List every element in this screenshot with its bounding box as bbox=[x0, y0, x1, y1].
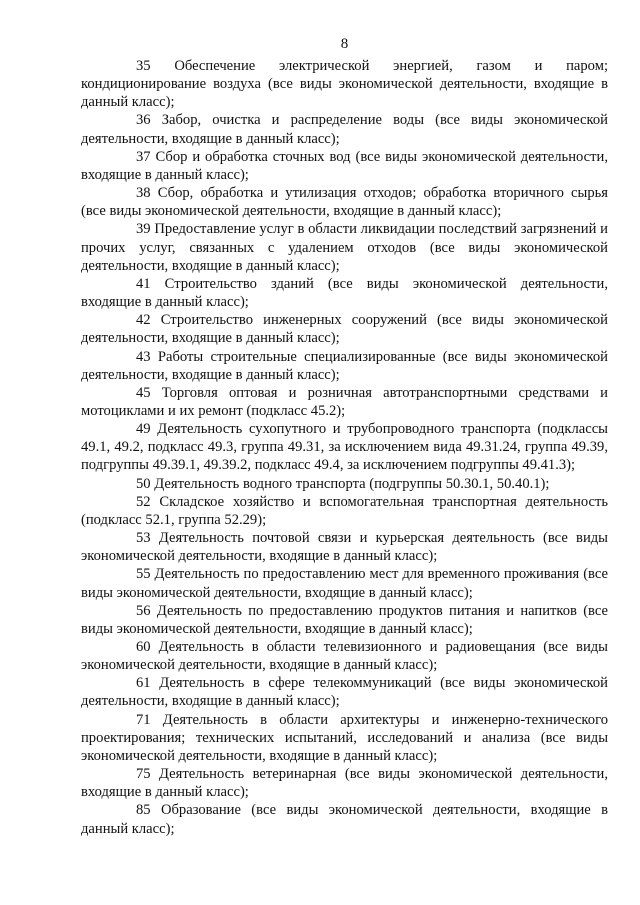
list-item: 56 Деятельность по предоставлению продуктов питания и напитков (все виды экономической деятельности, входящие в данный класс); bbox=[81, 602, 608, 637]
list-item: 42 Строительство инженерных сооружений (все виды экономической деятельности, входящие в данный класс); bbox=[81, 312, 608, 347]
list-item: 43 Работы строительные специализированные (все виды экономической деятельности, входящие в данный класс); bbox=[81, 348, 608, 383]
list-item: 39 Предоставление услуг в области ликвидации последствий загрязнений и прочих услуг, связанных с удалением отходов (все виды экономической деятельности, входящие в данный класс); bbox=[81, 221, 608, 274]
list-item: 52 Складское хозяйство и вспомогательная транспортная деятельность (подкласс 52.1, группа 52.29); bbox=[81, 493, 608, 528]
list-item: 53 Деятельность почтовой связи и курьерская деятельность (все виды экономической деятельности, входящие в данный класс); bbox=[81, 530, 608, 565]
list-item: 41 Строительство зданий (все виды экономической деятельности, входящие в данный класс); bbox=[81, 275, 608, 311]
list-item: 55 Деятельность по предоставлению мест для временного проживания (все виды экономической деятельности, входящие в данный класс); bbox=[81, 566, 608, 601]
list-item: 38 Сбор, обработка и утилизация отходов; обработка вторичного сырья (все виды экономической деятельности, входящие в данный класс); bbox=[81, 185, 608, 220]
list-item: 85 Образование (все виды экономической деятельности, входящие в данный класс); bbox=[81, 802, 608, 837]
list-item: 35 Обеспечение электрической энергией, газом и паром; кондиционирование воздуха (все виды экономической деятельности, входящие в данный класс); bbox=[81, 58, 608, 111]
list-item: 60 Деятельность в области телевизионного и радиовещания (все виды экономической деятельности, входящие в данный класс); bbox=[81, 639, 608, 674]
list-item: 71 Деятельность в области архитектуры и инженерно-технического проектирования; технических испытаний, исследований и анализа (все виды экономической деятельности, входящие в данный класс); bbox=[81, 711, 608, 764]
list-item: 50 Деятельность водного транспорта (подгруппы 50.30.1, 50.40.1); bbox=[136, 475, 550, 492]
list-item: 49 Деятельность сухопутного и трубопроводного транспорта (подклассы 49.1, 49.2, подкласс 49.3, группа 49.31, за исключением вида 49.31.24, группа 49.39, подгруппы 49.39.1, 49.39.2, подкласс 49.4, за исключением подгруппы 49.41.3); bbox=[81, 421, 608, 474]
list-item: 75 Деятельность ветеринарная (все виды экономической деятельности, входящие в данный класс); bbox=[81, 766, 608, 801]
list-item: 45 Торговля оптовая и розничная автотранспортными средствами и мотоциклами и их ремонт (подкласс 45.2); bbox=[81, 384, 608, 419]
activity-list bbox=[81, 57, 608, 838]
list-item: 36 Забор, очистка и распределение воды (все виды экономической деятельности, входящие в данный класс); bbox=[81, 112, 608, 147]
list-item: 37 Сбор и обработка сточных вод (все виды экономической деятельности, входящие в данный класс); bbox=[81, 148, 608, 183]
page-number: 8 bbox=[340, 36, 349, 52]
list-item: 61 Деятельность в сфере телекоммуникаций (все виды экономической деятельности, входящие в данный класс); bbox=[81, 675, 608, 710]
